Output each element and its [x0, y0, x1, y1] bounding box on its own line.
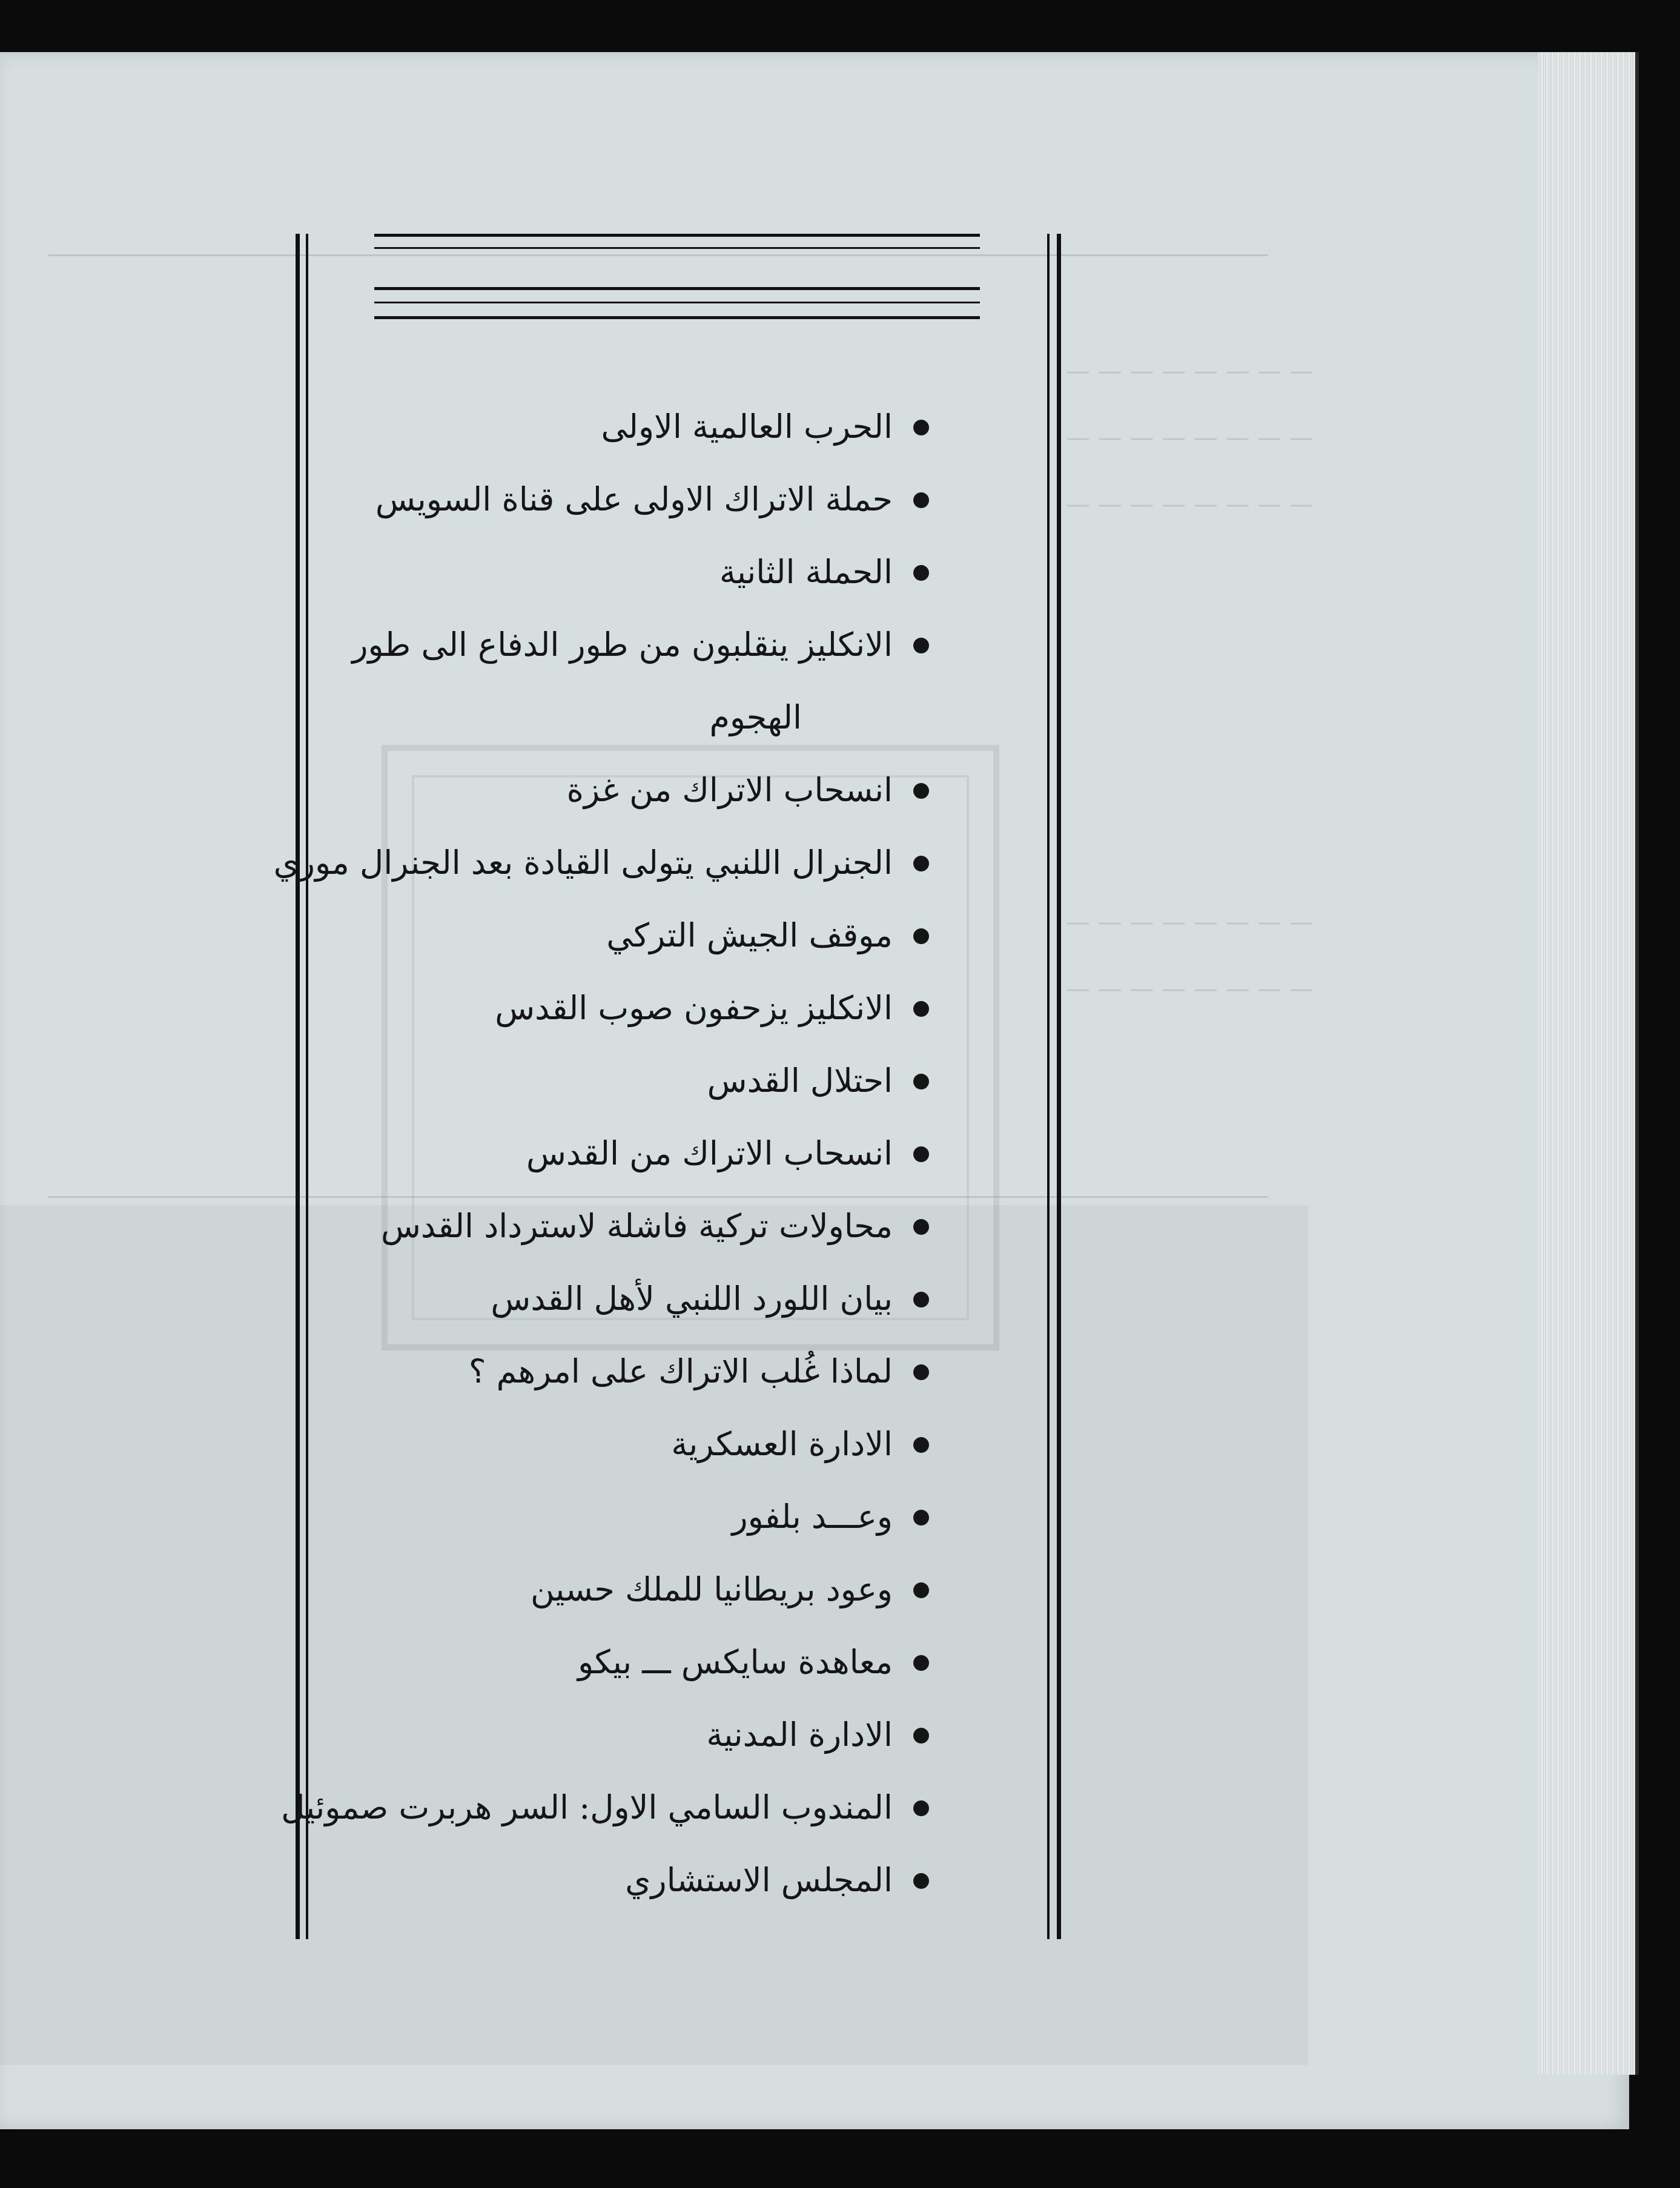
header-rule — [374, 247, 980, 249]
toc-item-label: انسحاب الاتراك من غزة — [566, 771, 893, 809]
toc-item — [84, 1045, 931, 1117]
bullet-icon — [913, 638, 929, 653]
toc-item-label: معاهدة سايكس ـــ بيكو — [578, 1643, 893, 1681]
toc-item — [84, 754, 931, 827]
toc-item-label: بيان اللورد اللنبي لأهل القدس — [491, 1280, 893, 1318]
toc-item-label: احتلال القدس — [707, 1062, 893, 1100]
toc-item-label: موقف الجيش التركي — [606, 916, 893, 954]
toc-item — [84, 536, 931, 609]
bleed-through-text: — — — — — — — — — [1066, 975, 1314, 1003]
toc-item-label: المندوب السامي الاول: السر هربرت صموئيل — [281, 1788, 893, 1826]
toc-item — [84, 1553, 931, 1626]
toc-item-label: الحملة الثانية — [719, 553, 893, 591]
toc-item — [84, 1844, 931, 1917]
toc-item — [84, 463, 931, 536]
bleed-through-text: — — — — — — — — — [1066, 357, 1314, 385]
toc-item — [84, 972, 931, 1045]
bullet-icon — [913, 420, 929, 435]
bullet-icon — [913, 1655, 929, 1671]
toc-item — [84, 899, 931, 972]
bullet-icon — [913, 1873, 929, 1889]
bullet-icon — [913, 1437, 929, 1453]
bullet-icon — [913, 1800, 929, 1816]
bleed-through-text: — — — — — — — — — [1066, 908, 1314, 936]
bullet-icon — [913, 492, 929, 508]
toc-item-label-continuation: الهجوم — [709, 698, 802, 736]
toc-item — [84, 1335, 931, 1408]
toc-item-label: وعود بريطانيا للملك حسين — [530, 1570, 893, 1608]
bullet-icon — [913, 856, 929, 871]
bullet-icon — [913, 1001, 929, 1017]
toc-item — [84, 609, 931, 754]
bullet-icon — [913, 928, 929, 944]
toc-item — [84, 1481, 931, 1553]
toc-item-label: الانكليز ينقلبون من طور الدفاع الى طور — [352, 626, 893, 664]
bullet-icon — [913, 1728, 929, 1743]
toc-item-label: محاولات تركية فاشلة لاسترداد القدس — [381, 1207, 893, 1245]
toc-item-label: وعـــد بلفور — [732, 1498, 893, 1536]
frame-right-rule — [1057, 234, 1061, 1939]
toc-item-label: المجلس الاستشاري — [625, 1861, 893, 1899]
table-of-contents — [84, 391, 931, 1917]
bullet-icon — [913, 565, 929, 581]
bullet-icon — [913, 1074, 929, 1089]
toc-item — [84, 1771, 931, 1844]
toc-item — [84, 1699, 931, 1771]
toc-item-label: حملة الاتراك الاولى على قناة السويس — [375, 480, 893, 518]
bleed-through-text: — — — — — — — — — [1066, 424, 1314, 452]
toc-item — [84, 827, 931, 899]
bullet-icon — [913, 1364, 929, 1380]
toc-item-label: الادارة العسكرية — [671, 1425, 893, 1463]
toc-item — [84, 1263, 931, 1335]
bullet-icon — [913, 1582, 929, 1598]
toc-item-label: الانكليز يزحفون صوب القدس — [495, 989, 893, 1027]
toc-item — [84, 1190, 931, 1263]
toc-item-label: لماذا غُلب الاتراك على امرهم ؟ — [468, 1352, 893, 1390]
header-rule — [374, 234, 980, 237]
toc-item-label: الحرب العالمية الاولى — [601, 408, 893, 446]
header-rule — [374, 287, 980, 290]
toc-item-label: انسحاب الاتراك من القدس — [526, 1134, 893, 1172]
toc-item — [84, 391, 931, 463]
bleed-through-text: — — — — — — — — — [1066, 491, 1314, 518]
toc-item-label: الجنرال اللنبي يتولى القيادة بعد الجنرال موري — [273, 844, 893, 882]
header-rule — [374, 316, 980, 319]
toc-item — [84, 1408, 931, 1481]
bullet-icon — [913, 1510, 929, 1525]
bullet-icon — [913, 1219, 929, 1235]
toc-item — [84, 1626, 931, 1699]
toc-item-label: الادارة المدنية — [706, 1716, 893, 1754]
page-stack-edge — [1538, 52, 1639, 2075]
bullet-icon — [913, 783, 929, 799]
toc-item — [84, 1117, 931, 1190]
bullet-icon — [913, 1146, 929, 1162]
header-rule — [374, 302, 980, 303]
frame-right-rule-inner — [1047, 234, 1050, 1939]
bullet-icon — [913, 1292, 929, 1307]
